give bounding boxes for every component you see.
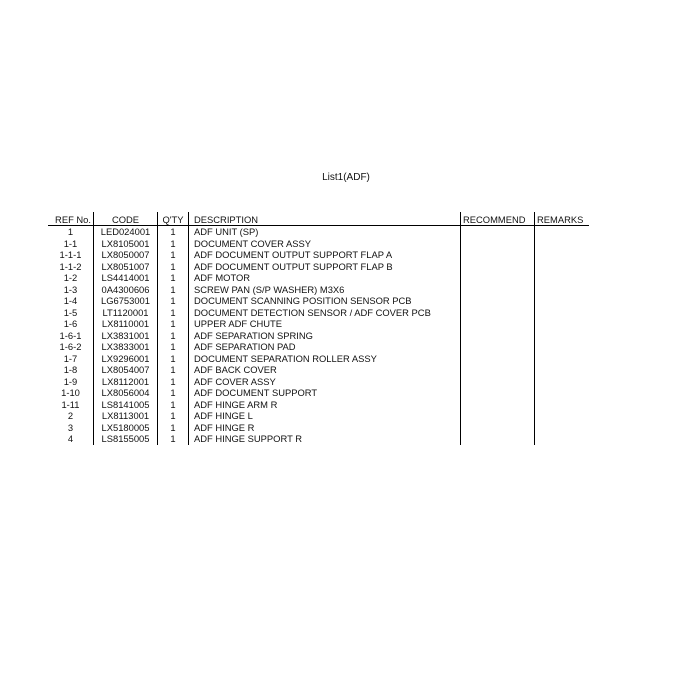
cell-code: LX3831001 (94, 330, 158, 342)
cell-recommend (461, 295, 535, 307)
header-recommend: RECOMMEND (461, 212, 535, 226)
cell-recommend (461, 422, 535, 434)
cell-qty: 1 (158, 422, 189, 434)
header-remarks: REMARKS (535, 212, 590, 226)
cell-description: DOCUMENT DETECTION SENSOR / ADF COVER PCB (189, 307, 461, 319)
cell-recommend (461, 249, 535, 261)
cell-qty: 1 (158, 364, 189, 376)
cell-qty: 1 (158, 399, 189, 411)
cell-recommend (461, 330, 535, 342)
table-row (48, 341, 589, 353)
cell-remarks (535, 376, 590, 388)
cell-qty: 1 (158, 272, 189, 284)
cell-ref-no: 1-5 (48, 307, 94, 319)
cell-ref-no: 1-1-2 (48, 261, 94, 273)
cell-code: LED024001 (94, 226, 158, 238)
cell-description: ADF COVER ASSY (189, 376, 461, 388)
cell-description: ADF SEPARATION PAD (189, 341, 461, 353)
cell-description: ADF HINGE L (189, 410, 461, 422)
table-row (48, 387, 589, 399)
cell-code: LG6753001 (94, 295, 158, 307)
cell-recommend (461, 353, 535, 365)
cell-code: LX8110001 (94, 318, 158, 330)
cell-description: ADF DOCUMENT SUPPORT (189, 387, 461, 399)
cell-qty: 1 (158, 295, 189, 307)
cell-qty: 1 (158, 249, 189, 261)
cell-ref-no: 1-1 (48, 238, 94, 250)
cell-code: LX5180005 (94, 422, 158, 434)
cell-code: LX3833001 (94, 341, 158, 353)
cell-description: DOCUMENT SCANNING POSITION SENSOR PCB (189, 295, 461, 307)
cell-recommend (461, 238, 535, 250)
cell-recommend (461, 376, 535, 388)
table-row (48, 376, 589, 388)
cell-recommend (461, 341, 535, 353)
cell-remarks (535, 433, 590, 445)
cell-remarks (535, 353, 590, 365)
cell-code: LX8113001 (94, 410, 158, 422)
table-row (48, 238, 589, 250)
cell-qty: 1 (158, 330, 189, 342)
table-row (48, 284, 589, 296)
cell-recommend (461, 284, 535, 296)
cell-qty: 1 (158, 376, 189, 388)
table-row (48, 295, 589, 307)
cell-remarks (535, 261, 590, 273)
cell-code: LX8105001 (94, 238, 158, 250)
cell-description: ADF SEPARATION SPRING (189, 330, 461, 342)
cell-code: LS8155005 (94, 433, 158, 445)
cell-remarks (535, 422, 590, 434)
table-row (48, 399, 589, 411)
table-row (48, 307, 589, 319)
table-row (48, 433, 589, 445)
header-qty: Q'TY (158, 212, 189, 226)
cell-description: ADF DOCUMENT OUTPUT SUPPORT FLAP A (189, 249, 461, 261)
cell-qty: 1 (158, 284, 189, 296)
table-row (48, 410, 589, 422)
cell-ref-no: 1-10 (48, 387, 94, 399)
cell-recommend (461, 318, 535, 330)
cell-remarks (535, 284, 590, 296)
cell-remarks (535, 238, 590, 250)
cell-remarks (535, 410, 590, 422)
cell-description: ADF HINGE ARM R (189, 399, 461, 411)
cell-ref-no: 1-6-1 (48, 330, 94, 342)
cell-remarks (535, 249, 590, 261)
table-header-row (48, 212, 589, 226)
cell-qty: 1 (158, 261, 189, 273)
table-row (48, 261, 589, 273)
cell-description: ADF HINGE R (189, 422, 461, 434)
cell-code: LX8051007 (94, 261, 158, 273)
cell-remarks (535, 330, 590, 342)
cell-recommend (461, 261, 535, 273)
cell-remarks (535, 307, 590, 319)
cell-remarks (535, 318, 590, 330)
cell-qty: 1 (158, 318, 189, 330)
header-code: CODE (94, 212, 158, 226)
cell-code: 0A4300606 (94, 284, 158, 296)
cell-description: ADF DOCUMENT OUTPUT SUPPORT FLAP B (189, 261, 461, 273)
cell-qty: 1 (158, 307, 189, 319)
table-row (48, 364, 589, 376)
cell-description: ADF BACK COVER (189, 364, 461, 376)
table-row (48, 422, 589, 434)
cell-recommend (461, 387, 535, 399)
cell-remarks (535, 226, 590, 238)
cell-ref-no: 1-9 (48, 376, 94, 388)
cell-ref-no: 1-7 (48, 353, 94, 365)
cell-ref-no: 3 (48, 422, 94, 434)
cell-recommend (461, 272, 535, 284)
cell-ref-no: 1 (48, 226, 94, 238)
cell-remarks (535, 399, 590, 411)
cell-remarks (535, 295, 590, 307)
cell-recommend (461, 410, 535, 422)
cell-description: ADF UNIT (SP) (189, 226, 461, 238)
cell-code: LX8056004 (94, 387, 158, 399)
cell-ref-no: 1-6 (48, 318, 94, 330)
cell-recommend (461, 433, 535, 445)
cell-qty: 1 (158, 341, 189, 353)
cell-ref-no: 1-8 (48, 364, 94, 376)
cell-description: SCREW PAN (S/P WASHER) M3X6 (189, 284, 461, 296)
cell-ref-no: 4 (48, 433, 94, 445)
header-ref-no: REF No. (48, 212, 94, 226)
cell-ref-no: 2 (48, 410, 94, 422)
table-row (48, 272, 589, 284)
cell-ref-no: 1-4 (48, 295, 94, 307)
cell-qty: 1 (158, 226, 189, 238)
parts-list-table (48, 212, 589, 445)
cell-code: LS4414001 (94, 272, 158, 284)
cell-ref-no: 1-6-2 (48, 341, 94, 353)
cell-code: LS8141005 (94, 399, 158, 411)
cell-qty: 1 (158, 410, 189, 422)
cell-remarks (535, 364, 590, 376)
table-row (48, 249, 589, 261)
cell-qty: 1 (158, 387, 189, 399)
table-row (48, 318, 589, 330)
header-description: DESCRIPTION (189, 212, 461, 226)
cell-recommend (461, 399, 535, 411)
cell-description: UPPER ADF CHUTE (189, 318, 461, 330)
cell-description: ADF HINGE SUPPORT R (189, 433, 461, 445)
cell-code: LX9296001 (94, 353, 158, 365)
cell-recommend (461, 364, 535, 376)
page-title: List1(ADF) (322, 172, 370, 183)
cell-ref-no: 1-1-1 (48, 249, 94, 261)
cell-qty: 1 (158, 238, 189, 250)
cell-remarks (535, 272, 590, 284)
cell-remarks (535, 341, 590, 353)
cell-code: LX8112001 (94, 376, 158, 388)
cell-ref-no: 1-3 (48, 284, 94, 296)
cell-code: LX8050007 (94, 249, 158, 261)
table-row (48, 226, 589, 238)
cell-ref-no: 1-11 (48, 399, 94, 411)
table-body (48, 226, 589, 445)
table-row (48, 353, 589, 365)
cell-qty: 1 (158, 433, 189, 445)
table-row (48, 330, 589, 342)
cell-remarks (535, 387, 590, 399)
cell-recommend (461, 226, 535, 238)
cell-code: LX8054007 (94, 364, 158, 376)
cell-description: DOCUMENT COVER ASSY (189, 238, 461, 250)
cell-qty: 1 (158, 353, 189, 365)
cell-description: ADF MOTOR (189, 272, 461, 284)
cell-code: LT1120001 (94, 307, 158, 319)
cell-description: DOCUMENT SEPARATION ROLLER ASSY (189, 353, 461, 365)
cell-recommend (461, 307, 535, 319)
cell-ref-no: 1-2 (48, 272, 94, 284)
